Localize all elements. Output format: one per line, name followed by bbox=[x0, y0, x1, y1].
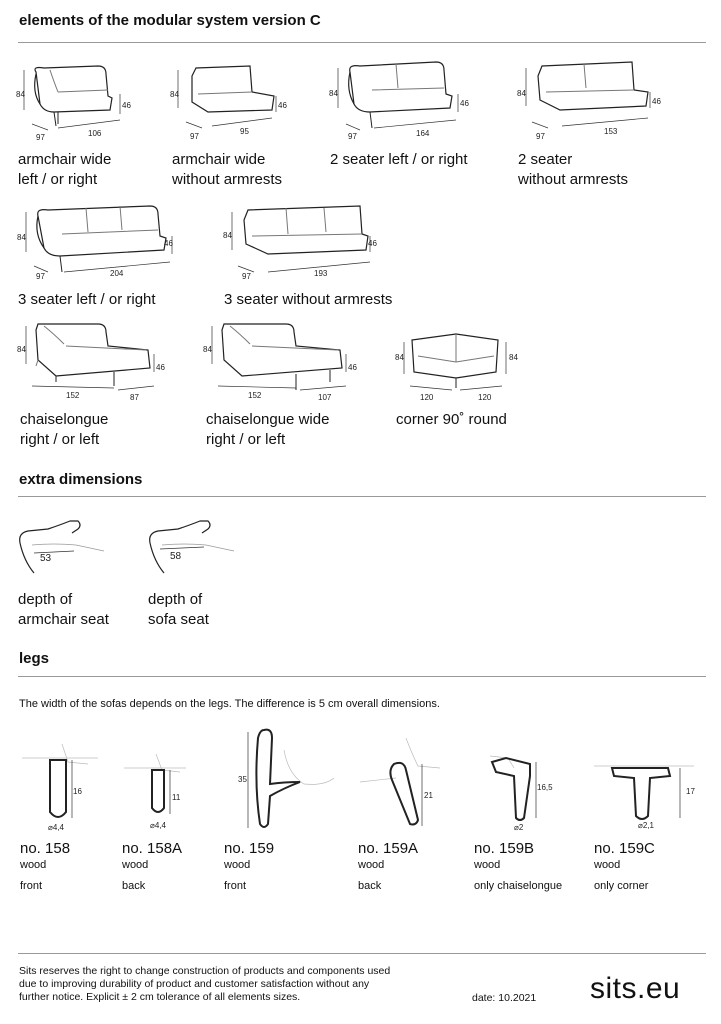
leg-height: 35 bbox=[238, 775, 247, 784]
dim-width: 164 bbox=[416, 129, 430, 138]
leg-info: no. 159A wood back bbox=[358, 840, 419, 892]
sofa-drawing bbox=[200, 316, 370, 411]
dim-depth: 58 bbox=[170, 551, 182, 562]
dim-depth: 53 bbox=[40, 553, 52, 564]
dim-seat-height: 46 bbox=[122, 101, 131, 110]
leg-info: no. 159B wood only chaiselongue bbox=[474, 840, 563, 892]
element-caption: 3 seater left / or right bbox=[18, 291, 156, 308]
element-caption: corner 90˚ round bbox=[396, 411, 507, 428]
dim-seat-height: 46 bbox=[164, 239, 173, 248]
dim-width: 107 bbox=[318, 393, 332, 402]
footer-notice: Sits reserves the right to change construction of products and components used due to improving durability of product and customer satisfaction without any further notice. Explicit ± 2 cm tolerance of all elements sizes. bbox=[19, 965, 391, 1003]
divider bbox=[18, 676, 706, 677]
brand-logo[interactable]: sits.eu bbox=[590, 972, 681, 1005]
sofa-drawing bbox=[220, 200, 390, 291]
leg-drawing bbox=[590, 752, 700, 839]
divider bbox=[18, 953, 706, 954]
leg-diameter: ⌀2,1 bbox=[638, 821, 654, 830]
dim-seat-height: 46 bbox=[460, 99, 469, 108]
sofa-drawing bbox=[168, 62, 298, 149]
dim-width: 87 bbox=[130, 393, 139, 402]
dim-width: 106 bbox=[88, 129, 102, 138]
element-caption: 2 seater without armrests bbox=[518, 151, 629, 188]
leg-height: 16 bbox=[73, 787, 82, 796]
leg-diameter: ⌀4,4 bbox=[48, 823, 64, 832]
dim-height-right: 84 bbox=[509, 353, 518, 362]
dim-width: 204 bbox=[110, 269, 124, 278]
leg-info: no. 159C wood only corner bbox=[594, 840, 655, 892]
leg-height: 11 bbox=[172, 793, 181, 802]
extra-caption: depth of sofa seat bbox=[148, 591, 209, 628]
dim-seat-height: 46 bbox=[348, 363, 357, 372]
leg-drawing bbox=[18, 742, 108, 839]
dim-seat-height: 46 bbox=[652, 97, 661, 106]
dim-height: 84 bbox=[223, 231, 232, 240]
seat-depth-drawing bbox=[144, 515, 244, 590]
leg-height: 17 bbox=[686, 787, 695, 796]
leg-diameter: ⌀4,4 bbox=[150, 821, 166, 830]
element-caption: 3 seater without armrests bbox=[224, 291, 393, 308]
section-title: extra dimensions bbox=[19, 471, 143, 488]
element-caption: armchair wide without armrests bbox=[172, 151, 283, 188]
dim-width: 193 bbox=[314, 269, 328, 278]
dim-depth: 97 bbox=[36, 133, 45, 142]
leg-info: no. 159 wood front bbox=[224, 840, 275, 892]
element-caption: 2 seater left / or right bbox=[330, 151, 468, 168]
dim-depth: 97 bbox=[36, 272, 45, 281]
sofa-drawing bbox=[14, 200, 184, 291]
dim-depth: 152 bbox=[66, 391, 80, 400]
dim-height: 84 bbox=[17, 233, 26, 242]
dim-depth: 97 bbox=[242, 272, 251, 281]
dim-width-left: 120 bbox=[420, 393, 434, 402]
dim-depth: 97 bbox=[348, 132, 357, 141]
section-title: legs bbox=[19, 650, 50, 667]
legs-intro: The width of the sofas depends on the legs. The difference is 5 cm overall dimensions. bbox=[19, 698, 440, 710]
dim-width-right: 120 bbox=[478, 393, 492, 402]
dim-seat-height: 46 bbox=[278, 101, 287, 110]
dim-width: 95 bbox=[240, 127, 249, 136]
divider bbox=[18, 42, 706, 43]
sofa-drawing bbox=[14, 316, 174, 411]
element-caption: chaiselongue wide right / or left bbox=[206, 411, 330, 448]
extra-caption: depth of armchair seat bbox=[18, 591, 109, 628]
sofa-drawing bbox=[14, 62, 144, 149]
dim-seat-height: 46 bbox=[368, 239, 377, 248]
dim-depth: 97 bbox=[536, 132, 545, 141]
dim-depth: 97 bbox=[190, 132, 199, 141]
leg-drawing bbox=[224, 724, 334, 839]
leg-height: 21 bbox=[424, 791, 433, 800]
divider bbox=[18, 496, 706, 497]
sofa-drawing bbox=[326, 58, 476, 149]
footer-date: date: 10.2021 bbox=[472, 992, 537, 1004]
dim-width: 153 bbox=[604, 127, 618, 136]
leg-diameter: ⌀2 bbox=[514, 823, 524, 832]
element-caption: armchair wide left / or right bbox=[18, 151, 112, 188]
page-title: elements of the modular system version C bbox=[19, 12, 321, 29]
leg-drawing bbox=[484, 742, 564, 839]
leg-height: 16,5 bbox=[537, 783, 553, 792]
leg-drawing bbox=[120, 742, 200, 839]
dim-height-left: 84 bbox=[395, 353, 404, 362]
dim-height: 84 bbox=[16, 90, 25, 99]
dim-height: 84 bbox=[517, 89, 526, 98]
dim-height: 84 bbox=[329, 89, 338, 98]
seat-depth-drawing bbox=[14, 515, 114, 590]
sofa-drawing bbox=[514, 58, 664, 149]
dim-depth: 152 bbox=[248, 391, 262, 400]
dim-height: 84 bbox=[170, 90, 179, 99]
element-caption: chaiselongue right / or left bbox=[20, 411, 109, 448]
dim-seat-height: 46 bbox=[156, 363, 165, 372]
sofa-drawing bbox=[392, 326, 532, 411]
leg-info: no. 158A wood back bbox=[122, 840, 183, 892]
dim-height: 84 bbox=[17, 345, 26, 354]
dim-height: 84 bbox=[203, 345, 212, 354]
leg-drawing bbox=[356, 734, 446, 839]
leg-info: no. 158 wood front bbox=[20, 840, 71, 892]
